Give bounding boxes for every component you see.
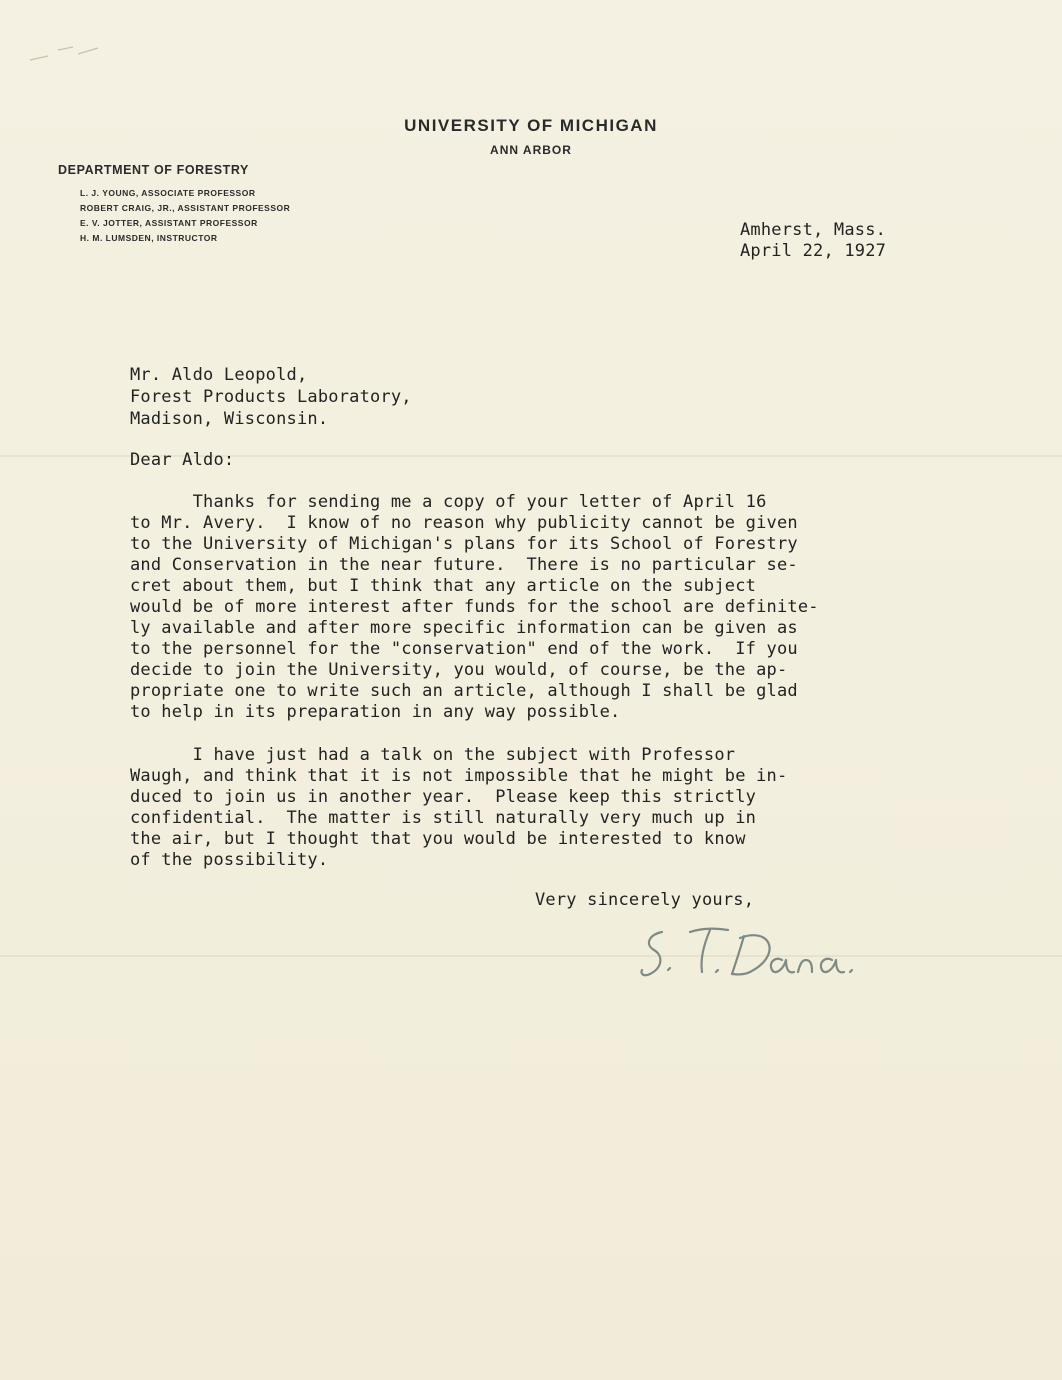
body-line: to the University of Michigan's plans for its School of Forestry [130, 534, 798, 554]
paper-smudge [28, 42, 118, 72]
staff-line: H. M. LUMSDEN, INSTRUCTOR [80, 233, 218, 243]
body-line: I have just had a talk on the subject with Professor [130, 745, 736, 765]
body-line: to Mr. Avery. I know of no reason why publicity cannot be given [130, 513, 798, 533]
recipient-line: Forest Products Laboratory, [130, 387, 412, 407]
body-line: to the personnel for the "conservation" end of the work. If you [130, 639, 798, 659]
handwritten-signature [632, 920, 912, 990]
staff-line: L. J. YOUNG, ASSOCIATE PROFESSOR [80, 188, 256, 198]
dateline-place: Amherst, Mass. [740, 220, 887, 240]
staff-line: E. V. JOTTER, ASSISTANT PROFESSOR [80, 218, 258, 228]
closing: Very sincerely yours, [535, 890, 755, 910]
dateline-date: April 22, 1927 [740, 241, 887, 261]
body-line: Thanks for sending me a copy of your letter of April 16 [130, 492, 767, 512]
staff-line: ROBERT CRAIG, JR., ASSISTANT PROFESSOR [80, 203, 291, 213]
body-line: the air, but I thought that you would be interested to know [130, 829, 746, 849]
letterhead-department: DEPARTMENT OF FORESTRY [58, 163, 249, 177]
recipient-line: Mr. Aldo Leopold, [130, 365, 308, 385]
body-line: and Conservation in the near future. There is no particular se- [130, 555, 798, 575]
body-line: ly available and after more specific information can be given as [130, 618, 798, 638]
salutation: Dear Aldo: [130, 450, 235, 470]
letterhead-city: ANN ARBOR [490, 143, 572, 157]
body-line: propriate one to write such an article, although I shall be glad [130, 681, 798, 701]
body-line: to help in its preparation in any way possible. [130, 702, 621, 722]
body-line: would be of more interest after funds for the school are definite- [130, 597, 819, 617]
body-line: Waugh, and think that it is not impossible that he might be in- [130, 766, 788, 786]
body-line: duced to join us in another year. Please keep this strictly [130, 787, 757, 807]
recipient-line: Madison, Wisconsin. [130, 409, 329, 429]
body-line: of the possibility. [130, 850, 329, 870]
body-line: cret about them, but I think that any article on the subject [130, 576, 757, 596]
letterhead-institution: UNIVERSITY OF MICHIGAN [404, 116, 658, 135]
body-line: confidential. The matter is still naturally very much up in [130, 808, 757, 828]
body-line: decide to join the University, you would, of course, be the ap- [130, 660, 788, 680]
